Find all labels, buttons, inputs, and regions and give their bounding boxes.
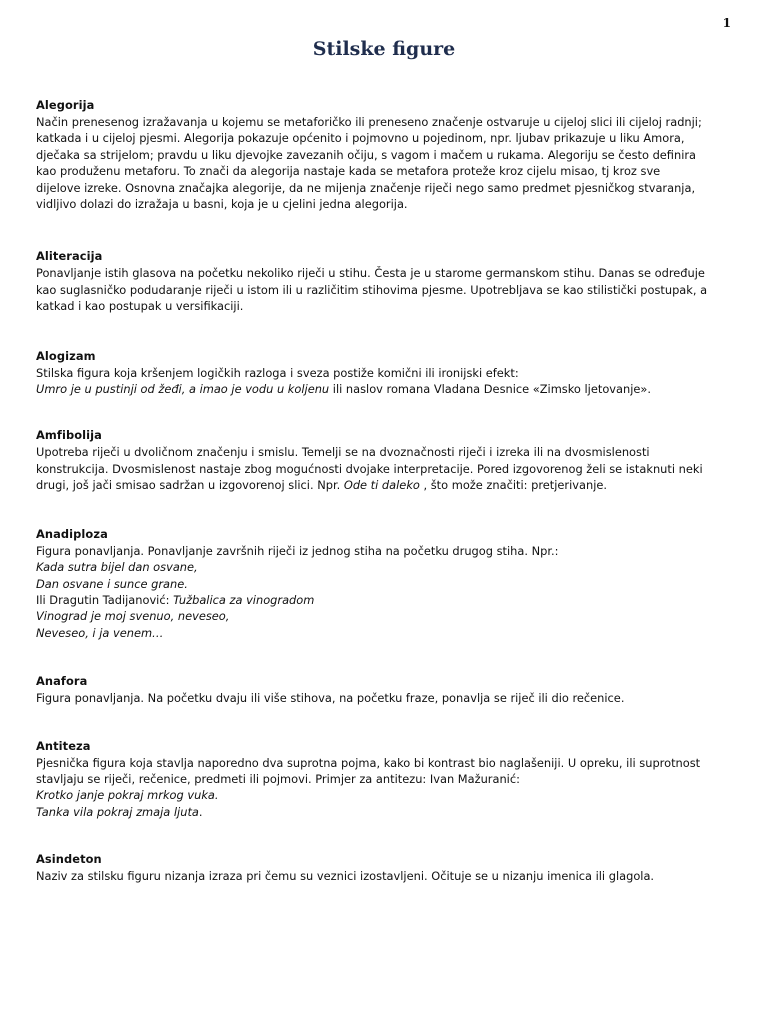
definition-text xyxy=(36,265,736,314)
text-run: Ili Dragutin Tadijanović: xyxy=(36,592,174,607)
italic-text: Neveseo, i ja venem… xyxy=(36,625,164,640)
text-run: kao suglasničko podudaranje riječi u istom ili u različitim stihovima pjesme. Upotrebljava se kao stilistički postupak, a xyxy=(36,282,708,297)
entry-aliteracija xyxy=(36,248,736,314)
text-line xyxy=(36,130,736,146)
entry-anadiploza xyxy=(36,526,736,641)
text-run: Upotreba riječi u dvoličnom značenju i smislu. Temelji se na dvoznačnosti riječi i izreka ili na dvosmislenosti xyxy=(36,445,650,460)
definition-text xyxy=(36,755,736,821)
text-line xyxy=(36,180,736,196)
definition-text xyxy=(36,444,736,493)
text-run: stavljaju se riječi, rečenice, predmeti ili pojmovi. Primjer za antitezu: Ivan Mažuranić: xyxy=(36,771,520,786)
entry-anafora xyxy=(36,673,736,706)
text-line xyxy=(36,163,736,179)
text-run: , što može značiti: pretjerivanje. xyxy=(419,478,608,493)
text-run: ili naslov romana Vladana Desnice «Zimsko ljetovanje». xyxy=(329,382,651,397)
text-line xyxy=(36,461,736,477)
italic-text: Ode ti daleko xyxy=(343,478,420,493)
entry-antiteza xyxy=(36,738,736,821)
text-run: Način prenesenog izražavanja u kojemu se metaforičko ili preneseno značenje ostvaruje u cijeloj slici ili cijeloj radnji; xyxy=(36,115,702,129)
text-line xyxy=(36,265,736,281)
text-line xyxy=(36,444,736,460)
text-line xyxy=(36,771,736,787)
text-line xyxy=(36,543,736,559)
text-line xyxy=(36,625,736,641)
text-line xyxy=(36,298,736,314)
term-heading: Anadiploza xyxy=(36,526,108,541)
term-heading: Asindeton xyxy=(36,852,102,867)
entry-amfibolija xyxy=(36,427,736,493)
italic-text: Krotko janje pokraj mrkog vuka. xyxy=(36,788,219,803)
text-line xyxy=(36,477,736,493)
text-run: drugi, još jači smisao sadržan u izgovorenoj slici. Npr. xyxy=(36,478,344,493)
text-line xyxy=(36,804,736,820)
text-line xyxy=(36,690,736,706)
italic-text: Dan osvane i sunce grane. xyxy=(36,576,188,591)
text-line xyxy=(36,755,736,771)
text-run: Stilska figura koja kršenjem logičkih razloga i sveza postiže komični ili ironijski efekt: xyxy=(36,365,519,380)
text-line xyxy=(36,787,736,803)
text-line xyxy=(36,868,736,884)
text-run: Pjesnička figura koja stavlja naporedno dva suprotna pojma, kako bi kontrast bio naglašeniji. U opreku, ili suprotnost xyxy=(36,755,701,770)
text-run: katkada i u cijeloj pjesmi. Alegorija pokazuje općenito i pojmovno u pojedinom, npr. ljubav prikazuje u liku Amora, xyxy=(36,131,685,146)
text-run: dječaka sa strijelom; pravdu u liku djevojke zavezanih očiju, s vagom i mačem u rukama. Alegoriju se često definira xyxy=(36,147,697,162)
text-run: . xyxy=(198,804,203,819)
page-title: Stilske figure xyxy=(312,38,456,60)
entry-alegorija xyxy=(36,97,736,212)
text-run: katkad i kao postupak u versifikaciji. xyxy=(36,299,244,314)
definition-text xyxy=(36,114,736,212)
definition-text xyxy=(36,868,736,884)
entry-asindeton xyxy=(36,851,736,884)
page-number: 1 xyxy=(722,16,731,30)
term-heading: Alegorija xyxy=(36,98,95,112)
text-line xyxy=(36,147,736,163)
text-run: dijelove izreke. Osnovna značajka alegorije, da ne mijenja značenje riječi nego samo predmet pjesničkog stvaranja, xyxy=(36,180,696,195)
text-line xyxy=(36,381,736,397)
term-heading: Anafora xyxy=(36,674,88,689)
term-heading: Aliteracija xyxy=(36,249,103,264)
term-heading: Antiteza xyxy=(36,738,91,753)
italic-text: Vinograd je moj svenuo, neveseo, xyxy=(36,609,230,624)
text-run: vidljivo dolazi do izražaja u basni, koja je u cjelini jedna alegorija. xyxy=(36,197,408,212)
definition-text xyxy=(36,690,736,706)
text-line xyxy=(36,608,736,624)
text-run: Figura ponavljanja. Ponavljanje završnih riječi iz jednog stiha na početku drugog stiha. Npr.: xyxy=(36,543,559,558)
definition-text xyxy=(36,365,736,398)
text-run: konstrukcija. Dvosmislenost nastaje zbog mogućnosti dvojake interpretacije. Pored izgovorenog želi se istaknuti neki xyxy=(36,461,703,476)
text-line xyxy=(36,365,736,381)
term-heading: Alogizam xyxy=(36,348,96,363)
text-line xyxy=(36,196,736,212)
text-line xyxy=(36,576,736,592)
text-run: kao produženu metaforu. To znači da alegorija nastaje kada se metafora proteže kroz cijelu misao, tj kroz sve xyxy=(36,164,661,179)
text-run: Ponavljanje istih glasova na početku nekoliko riječi u stihu. Česta je u starome germanskom stihu. Danas se određuje xyxy=(36,266,705,281)
document-body xyxy=(36,97,736,885)
italic-text: Umro je u pustinji od žeđi, a imao je vodu u koljenu xyxy=(36,382,330,397)
italic-text: Kada sutra bijel dan osvane, xyxy=(36,560,198,575)
text-run: Naziv za stilsku figuru nizanja izraza pri čemu su veznici izostavljeni. Očituje se u nizanju imenica ili glagola. xyxy=(36,869,655,884)
definition-text xyxy=(36,543,736,641)
entry-alogizam xyxy=(36,348,736,398)
text-line xyxy=(36,282,736,298)
text-line xyxy=(36,559,736,575)
text-line xyxy=(36,114,736,130)
text-run: Figura ponavljanja. Na početku dvaju ili više stihova, na početku fraze, ponavlja se riječ ili dio rečenice. xyxy=(36,691,625,706)
italic-text: Tužbalica za vinogradom xyxy=(173,592,315,607)
italic-text: Tanka vila pokraj zmaja ljuta xyxy=(36,804,199,819)
text-line xyxy=(36,592,736,608)
term-heading: Amfibolija xyxy=(36,428,102,443)
